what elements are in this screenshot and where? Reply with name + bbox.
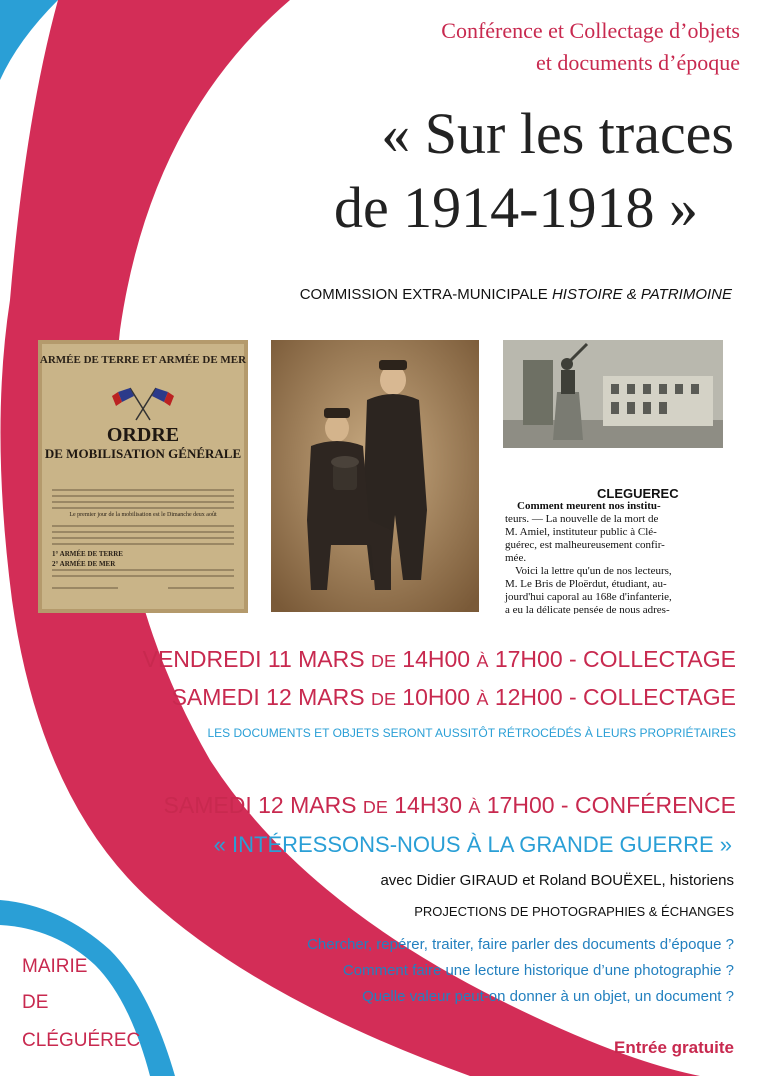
speakers-role: , historiens — [661, 872, 734, 889]
event-sat-pm-a: À — [468, 797, 481, 817]
event-sat-am-day: SAMEDI 12 MARS — [171, 684, 365, 710]
event-sat-pm-end: 17H00 - CONFÉRENCE — [486, 792, 736, 818]
soldiers-portrait-photo — [271, 340, 479, 612]
speakers-line — [380, 872, 734, 889]
poster-header: ARMÉE DE TERRE ET ARMÉE DE MER — [39, 354, 247, 366]
event-friday-end: 17H00 - COLLECTAGE — [494, 646, 736, 672]
speaker-1: Didier GIRAUD — [416, 872, 519, 889]
question-2: Comment faire une lecture historique d’une photographie ? — [342, 962, 734, 979]
clipping-line-8: jourd'hui caporal au 168e d'infanterie, — [505, 591, 672, 603]
return-note: LES DOCUMENTS ET OBJETS SERONT AUSSITÔT RÉTROCÉDÉS À LEURS PROPRIÉTAIRES — [207, 726, 736, 740]
title-line-2: de 1914-1918 » — [333, 175, 698, 240]
poster-title-2: DE MOBILISATION GÉNÉRALE — [44, 446, 242, 461]
event-sat-am-de: DE — [370, 689, 396, 709]
event-sat-am-a: À — [476, 689, 489, 709]
commission-main: COMMISSION EXTRA-MUNICIPALE — [299, 286, 548, 303]
clipping-line-5: mée. — [505, 552, 527, 564]
event-sat-am-end: 12H00 - COLLECTAGE — [494, 684, 736, 710]
mairie-line-1: MAIRIE — [22, 956, 88, 977]
event-saturday-morning — [172, 684, 736, 711]
mairie-line-3: CLÉGUÉREC — [22, 1030, 141, 1051]
clipping-line-6: Voici la lettre qu'un de nos lecteurs, — [515, 565, 672, 577]
speaker-2: Roland BOUËXEL — [538, 872, 662, 889]
commission-italic: HISTOIRE & PATRIMOINE — [551, 286, 732, 303]
speakers-and: et — [522, 872, 535, 889]
event-sat-pm-day: SAMEDI 12 MARS — [163, 792, 357, 818]
poster-line-day: Le premier jour de la mobilisation est le Dimanche deux août — [69, 512, 217, 518]
event-friday-a: À — [476, 651, 489, 671]
mairie-line-2: DE — [22, 992, 49, 1013]
clipping-line-2: teurs. — La nouvelle de la mort de — [505, 513, 659, 525]
mobilisation-poster-photo — [38, 340, 248, 613]
event-friday-start: 14H00 — [402, 646, 471, 672]
monument-photo — [503, 340, 723, 448]
projections-line: PROJECTIONS DE PHOTOGRAPHIES & ÉCHANGES — [414, 904, 734, 919]
monument-icon — [503, 340, 723, 448]
event-sat-pm-start: 14H30 — [394, 792, 463, 818]
event-saturday-afternoon — [164, 792, 736, 819]
clipping-place: CLEGUEREC — [597, 486, 679, 501]
event-sat-pm-de: DE — [362, 797, 388, 817]
event-sat-am-start: 10H00 — [402, 684, 471, 710]
event-friday-de: DE — [370, 651, 396, 671]
subtitle-line-1: Conférence et Collectage d’objets — [441, 18, 740, 43]
commission-line — [300, 286, 732, 303]
poster-flags-icon — [38, 340, 248, 613]
title-line-1: « Sur les traces — [381, 101, 734, 166]
question-1: Chercher, repérer, traiter, faire parler des documents d’époque ? — [307, 936, 734, 953]
speakers-prefix: avec — [380, 872, 413, 889]
clipping-line-1: Comment meurent nos institu- — [517, 500, 661, 512]
poster-arm-2: 2° ARMÉE DE MER — [52, 560, 116, 568]
clipping-line-7: M. Le Bris de Ploërdut, étudiant, au- — [505, 578, 667, 590]
poster-arm-1: 1° ARMÉE DE TERRE — [52, 550, 123, 558]
clipping-line-4: guérec, est malheureusement confir- — [505, 539, 665, 551]
conference-title: « INTÉRESSONS-NOUS À LA GRANDE GUERRE » — [213, 832, 732, 857]
clipping-line-9: a eu la délicate pensée de nous adres- — [505, 604, 670, 614]
event-friday-day: VENDREDI 11 MARS — [142, 646, 365, 672]
soldiers-figure-icon — [271, 340, 479, 612]
poster-title-1: ORDRE — [106, 424, 180, 446]
free-entry: Entrée gratuite — [614, 1038, 734, 1057]
clipping-line-3: M. Amiel, instituteur public à Clé- — [505, 526, 657, 538]
question-3: Quelle valeur peut-on donner à un objet, un document ? — [362, 988, 734, 1005]
event-friday — [143, 646, 736, 673]
newspaper-clipping — [503, 486, 727, 614]
subtitle-line-2: et documents d’époque — [535, 50, 740, 75]
